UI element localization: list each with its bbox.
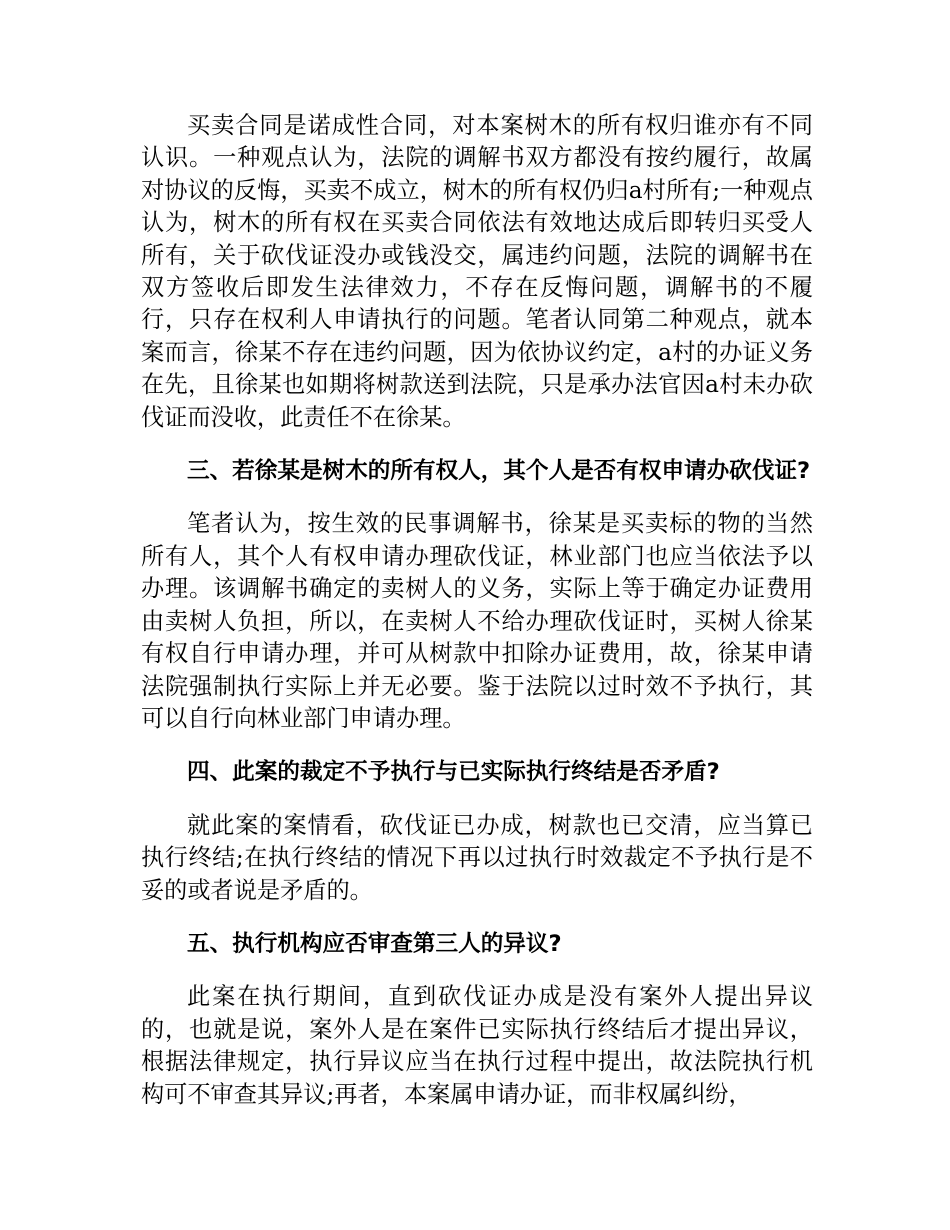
paragraph-third-party-objection: 此案在执行期间，直到砍伐证办成是没有案外人提出异议的，也就是说，案外人是在案件已实际执行终结后才提出异议，根据法律规定，执行异议应当在执行过程中提出，故法院执行机构可不审查其异议;再者，本案属申请办证，而非权属纠纷， xyxy=(141,983,813,1108)
paragraph-ownership-dispute: 买卖合同是诺成性合同，对本案树木的所有权归谁亦有不同认识。一种观点认为，法院的调解书双方都没有按约履行，故属对协议的反悔，买卖不成立，树木的所有权仍归a村所有;一种观点认为，树木的所有权在买卖合同依法有效地达成后即转归买受人所有，关于砍伐证没办或钱没交，属违约问题，法院的调解书在双方签收后即发生法律效力，不存在反悔问题，调解书的不履行，只存在权利人申请执行的问题。笔者认同第二种观点，就本案而言，徐某不存在违约问题，因为依协议约定，a村的办证义务在先，且徐某也如期将树款送到法院，只是承办法官因a村未办砍伐证而没收，此责任不在徐某。 xyxy=(141,112,813,431)
heading-section-four: 四、此案的裁定不予执行与已实际执行终结是否矛盾? xyxy=(187,759,720,786)
heading-section-five: 五、执行机构应否审查第三人的异议? xyxy=(187,930,562,957)
paragraph-execution-terminated: 就此案的案情看，砍伐证已办成，树款也已交清，应当算已执行终结;在执行终结的情况下再以过执行时效裁定不予执行是不妥的或者说是矛盾的。 xyxy=(141,811,813,904)
document-page xyxy=(141,110,813,1132)
paragraph-permit-application: 笔者认为，按生效的民事调解书，徐某是买卖标的物的当然所有人，其个人有权申请办理砍伐证，林业部门也应当依法予以办理。该调解书确定的卖树人的义务，实际上等于确定办证费用由卖树人负担，所以，在卖树人不给办理砍伐证时，买树人徐某有权自行申请办理，并可从树款中扣除办证费用，故，徐某申请法院强制执行实际上并无必要。鉴于法院以过时效不予执行，其可以自行向林业部门申请办理。 xyxy=(141,510,813,732)
heading-section-three: 三、若徐某是树木的所有权人，其个人是否有权申请办砍伐证? xyxy=(187,458,811,485)
